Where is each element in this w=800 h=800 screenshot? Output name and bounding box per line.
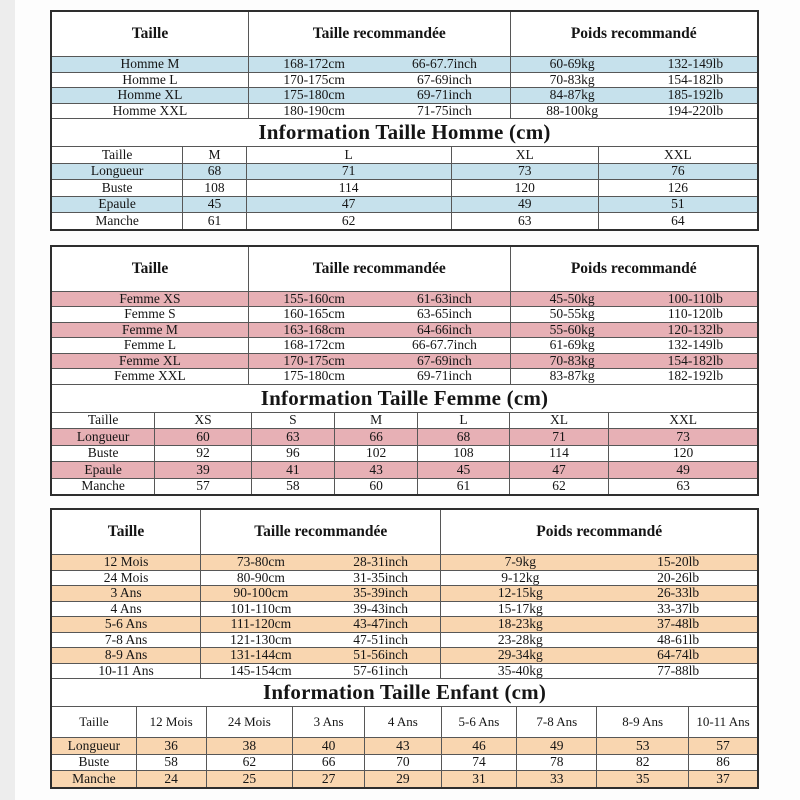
info-column-header: 7-8 Ans <box>516 707 596 737</box>
info-value: 86 <box>688 755 757 771</box>
info-row-manche <box>52 212 757 229</box>
info-value: 63 <box>251 429 334 445</box>
men-size-section <box>50 10 759 231</box>
weight-kg-value: 55-60kg <box>549 322 595 337</box>
section-title: Information Taille Enfant (cm) <box>262 680 547 704</box>
height-cm-value: 168-172cm <box>283 338 345 353</box>
size-row <box>52 103 757 119</box>
info-value: 61 <box>182 213 245 229</box>
column-header-recommended-size-col: Taille recommandée <box>248 247 510 291</box>
recommended-header-row <box>52 247 757 291</box>
weight-cell <box>510 323 757 338</box>
info-value: 82 <box>596 755 688 771</box>
height-inch-value: 61-63inch <box>417 291 472 306</box>
column-header-size-col: Taille <box>131 259 169 277</box>
weight-cell <box>510 57 757 72</box>
info-row-buste <box>52 445 757 462</box>
info-value: 38 <box>206 738 293 754</box>
info-header-row <box>52 706 757 737</box>
weight-lb-value: 154-182lb <box>667 72 724 87</box>
size-row <box>52 647 757 663</box>
size-row <box>52 72 757 88</box>
page-edge <box>0 0 15 800</box>
info-value: 29 <box>364 771 441 787</box>
info-row-label: Longueur <box>90 163 144 179</box>
kids-size-section <box>50 508 759 789</box>
weight-lb-value: 132-149lb <box>667 57 724 72</box>
info-value: 37 <box>688 771 757 787</box>
weight-kg-value: 35-40kg <box>497 663 543 678</box>
size-label: 10-11 Ans <box>98 663 154 678</box>
weight-lb-value: 194-220lb <box>667 103 724 118</box>
info-header-row <box>52 412 757 429</box>
info-row-label: Longueur <box>76 429 130 444</box>
info-column-header: M <box>334 413 417 429</box>
size-row <box>52 353 757 369</box>
height-cm-value: 170-175cm <box>283 72 345 87</box>
weight-kg-value: 7-9kg <box>504 555 537 570</box>
info-column-header: Taille <box>79 714 109 729</box>
info-column-header: 8-9 Ans <box>596 707 688 737</box>
info-column-header: 4 Ans <box>364 707 441 737</box>
info-column-header: M <box>182 147 245 163</box>
weight-kg-value: 88-100kg <box>546 103 599 118</box>
weight-lb-value: 20-26lb <box>657 570 700 585</box>
weight-kg-value: 61-69kg <box>549 338 595 353</box>
women-size-section <box>50 245 759 497</box>
info-value: 60 <box>154 429 251 445</box>
info-column-header: L <box>417 413 509 429</box>
info-row-buste <box>52 754 757 771</box>
info-value: 39 <box>154 462 251 478</box>
weight-kg-value: 12-15kg <box>497 586 543 601</box>
height-cm-value: 131-144cm <box>230 648 292 663</box>
info-row-label: Manche <box>72 771 116 786</box>
height-inch-value: 35-39inch <box>353 586 408 601</box>
height-cm-value: 160-165cm <box>283 307 345 322</box>
weight-lb-value: 48-61lb <box>657 632 700 647</box>
height-cm-value: 145-154cm <box>230 663 292 678</box>
size-row <box>52 368 757 384</box>
info-column-header: 5-6 Ans <box>441 707 516 737</box>
weight-lb-value: 120-132lb <box>667 322 724 337</box>
info-value: 31 <box>441 771 516 787</box>
height-cell <box>248 323 510 338</box>
info-value: 108 <box>417 446 509 462</box>
size-label: Femme L <box>123 338 177 353</box>
info-column-header: Taille <box>87 412 119 428</box>
height-cell <box>200 602 440 617</box>
weight-cell <box>510 292 757 307</box>
weight-cell <box>440 555 757 570</box>
info-value: 49 <box>516 738 596 754</box>
info-value: 114 <box>509 446 608 462</box>
info-value: 62 <box>206 755 293 771</box>
weight-kg-value: 18-23kg <box>497 617 543 632</box>
info-column-header: XL <box>451 147 598 163</box>
column-header-recommended-weight-col: Poids recommandé <box>440 510 757 554</box>
weight-lb-value: 15-20lb <box>657 555 700 570</box>
info-value: 45 <box>182 197 245 213</box>
info-row-label: Epaule <box>84 462 122 477</box>
size-label: 8-9 Ans <box>104 648 148 663</box>
weight-cell <box>440 664 757 679</box>
size-label: Homme M <box>120 57 180 72</box>
height-cm-value: 163-168cm <box>283 322 345 337</box>
info-value: 68 <box>182 164 245 180</box>
info-value: 27 <box>292 771 364 787</box>
info-row-label: Longueur <box>67 738 121 753</box>
weight-lb-value: 185-192lb <box>667 88 724 103</box>
height-inch-value: 28-31inch <box>353 555 408 570</box>
size-row <box>52 616 757 632</box>
weight-lb-value: 33-37lb <box>657 601 700 616</box>
recommended-header-row <box>52 12 757 56</box>
height-cell <box>248 354 510 369</box>
weight-cell <box>440 602 757 617</box>
height-cell <box>248 307 510 322</box>
info-value: 43 <box>364 738 441 754</box>
section-title: Information Taille Homme (cm) <box>258 120 551 144</box>
info-value: 40 <box>292 738 364 754</box>
info-value: 73 <box>608 429 757 445</box>
height-cell <box>248 57 510 72</box>
section-title-row <box>52 678 757 706</box>
column-header-size-col: Taille <box>107 523 145 540</box>
size-label: 24 Mois <box>103 570 149 585</box>
info-value: 120 <box>451 180 598 196</box>
height-inch-value: 39-43inch <box>353 601 408 616</box>
info-row-longueur <box>52 737 757 754</box>
weight-cell <box>510 354 757 369</box>
info-value: 57 <box>688 738 757 754</box>
info-value: 62 <box>246 213 451 229</box>
height-cell <box>248 104 510 119</box>
weight-kg-value: 83-87kg <box>549 369 595 384</box>
weight-lb-value: 77-88lb <box>657 663 700 678</box>
info-value: 66 <box>292 755 364 771</box>
size-row <box>52 306 757 322</box>
size-row <box>52 663 757 679</box>
size-label: Femme XL <box>119 353 181 368</box>
info-value: 73 <box>451 164 598 180</box>
weight-cell <box>440 633 757 648</box>
height-inch-value: 69-71inch <box>417 369 472 384</box>
weight-cell <box>440 571 757 586</box>
info-row-label: Buste <box>101 180 133 195</box>
info-row-manche <box>52 770 757 787</box>
weight-cell <box>510 307 757 322</box>
weight-cell <box>510 369 757 384</box>
info-column-header: 12 Mois <box>136 707 206 737</box>
size-label: Femme S <box>124 307 176 322</box>
height-cm-value: 180-190cm <box>283 103 345 118</box>
height-cm-value: 175-180cm <box>283 88 345 103</box>
info-value: 96 <box>251 446 334 462</box>
weight-cell <box>440 617 757 632</box>
info-row-label: Buste <box>78 754 110 770</box>
height-cm-value: 90-100cm <box>233 586 289 601</box>
info-column-header: 10-11 Ans <box>688 707 757 737</box>
weight-kg-value: 23-28kg <box>497 632 543 647</box>
size-row <box>52 291 757 307</box>
weight-lb-value: 154-182lb <box>667 353 724 368</box>
height-inch-value: 66-67.7inch <box>411 57 477 72</box>
info-value: 35 <box>596 771 688 787</box>
info-row-label: Manche <box>95 213 139 228</box>
info-column-header: Taille <box>101 147 133 162</box>
info-value: 76 <box>598 164 757 180</box>
height-inch-value: 69-71inch <box>417 88 472 103</box>
weight-kg-value: 70-83kg <box>549 72 595 87</box>
info-value: 70 <box>364 755 441 771</box>
info-value: 46 <box>441 738 516 754</box>
size-row <box>52 337 757 353</box>
column-header-recommended-size-col: Taille recommandée <box>200 510 440 554</box>
info-value: 63 <box>608 479 757 495</box>
height-cell <box>248 88 510 103</box>
info-value: 58 <box>251 479 334 495</box>
weight-lb-value: 110-120lb <box>667 307 723 322</box>
info-value: 63 <box>451 213 598 229</box>
info-value: 36 <box>136 738 206 754</box>
info-value: 126 <box>598 180 757 196</box>
info-row-label: Manche <box>81 478 125 494</box>
height-cell <box>200 571 440 586</box>
weight-lb-value: 132-149lb <box>667 338 724 353</box>
height-inch-value: 64-66inch <box>417 322 472 337</box>
weight-lb-value: 182-192lb <box>667 369 724 384</box>
info-value: 120 <box>608 446 757 462</box>
info-value: 71 <box>246 164 451 180</box>
height-inch-value: 51-56inch <box>353 648 408 663</box>
size-label: 3 Ans <box>110 586 142 601</box>
info-value: 102 <box>334 446 417 462</box>
info-value: 47 <box>509 462 608 478</box>
height-inch-value: 43-47inch <box>353 617 408 632</box>
size-row <box>52 585 757 601</box>
weight-cell <box>510 88 757 103</box>
info-value: 58 <box>136 755 206 771</box>
weight-kg-value: 60-69kg <box>549 57 595 72</box>
info-column-header: L <box>246 147 451 163</box>
height-cm-value: 168-172cm <box>283 57 345 72</box>
weight-cell <box>510 104 757 119</box>
size-chart-document <box>50 10 759 789</box>
size-row <box>52 87 757 103</box>
info-value: 33 <box>516 771 596 787</box>
size-row <box>52 56 757 72</box>
height-inch-value: 31-35inch <box>353 570 408 585</box>
info-row-buste <box>52 179 757 196</box>
height-inch-value: 67-69inch <box>417 72 472 87</box>
section-title: Information Taille Femme (cm) <box>260 385 549 410</box>
size-row <box>52 632 757 648</box>
info-row-label: Buste <box>87 445 119 461</box>
info-value: 108 <box>182 180 245 196</box>
info-value: 43 <box>334 462 417 478</box>
weight-kg-value: 50-55kg <box>549 307 595 322</box>
weight-cell <box>440 648 757 663</box>
info-row-epaule <box>52 196 757 213</box>
info-value: 47 <box>246 197 451 213</box>
height-cm-value: 73-80cm <box>236 555 285 570</box>
height-cell <box>248 73 510 88</box>
info-value: 25 <box>206 771 293 787</box>
size-label: 5-6 Ans <box>104 617 148 632</box>
weight-lb-value: 26-33lb <box>657 586 700 601</box>
info-row-epaule <box>52 461 757 478</box>
height-inch-value: 71-75inch <box>417 103 472 118</box>
size-label: Femme XXL <box>114 369 186 384</box>
info-value: 64 <box>598 213 757 229</box>
info-value: 57 <box>154 479 251 495</box>
weight-kg-value: 29-34kg <box>497 648 543 663</box>
height-cm-value: 101-110cm <box>230 601 292 616</box>
info-value: 60 <box>334 479 417 495</box>
info-value: 62 <box>509 479 608 495</box>
info-column-header: XXL <box>598 147 757 163</box>
size-label: Femme M <box>122 322 178 337</box>
info-value: 92 <box>154 446 251 462</box>
info-value: 78 <box>516 755 596 771</box>
info-value: 45 <box>417 462 509 478</box>
height-cell <box>200 633 440 648</box>
height-cell <box>248 292 510 307</box>
info-column-header: 24 Mois <box>206 707 293 737</box>
height-inch-value: 63-65inch <box>417 307 472 322</box>
size-row <box>52 601 757 617</box>
height-inch-value: 66-67.7inch <box>411 338 477 353</box>
column-header-size-col: Taille <box>131 25 169 42</box>
info-value: 53 <box>596 738 688 754</box>
height-cm-value: 111-120cm <box>230 617 292 632</box>
weight-kg-value: 15-17kg <box>497 601 543 616</box>
size-label: 12 Mois <box>103 555 149 570</box>
height-cell <box>200 648 440 663</box>
weight-kg-value: 84-87kg <box>549 88 595 103</box>
size-label: 4 Ans <box>110 601 142 616</box>
height-cm-value: 121-130cm <box>230 632 292 647</box>
weight-lb-value: 37-48lb <box>657 617 700 632</box>
info-value: 114 <box>246 180 451 196</box>
weight-cell <box>510 338 757 353</box>
info-column-header: XS <box>154 413 251 429</box>
size-row <box>52 554 757 570</box>
section-title-row <box>52 384 757 412</box>
info-value: 41 <box>251 462 334 478</box>
column-header-recommended-weight-col: Poids recommandé <box>510 12 757 56</box>
info-value: 66 <box>334 429 417 445</box>
size-label: 7-8 Ans <box>104 632 148 647</box>
size-label: Homme XL <box>117 88 183 103</box>
info-value: 61 <box>417 479 509 495</box>
height-cell <box>200 586 440 601</box>
size-row <box>52 570 757 586</box>
info-value: 74 <box>441 755 516 771</box>
height-cell <box>200 555 440 570</box>
info-value: 49 <box>451 197 598 213</box>
weight-cell <box>440 586 757 601</box>
info-column-header: S <box>251 413 334 429</box>
column-header-recommended-weight-col: Poids recommandé <box>510 247 757 291</box>
height-cell <box>248 369 510 384</box>
info-column-header: 3 Ans <box>292 707 364 737</box>
height-cm-value: 175-180cm <box>283 369 345 384</box>
height-inch-value: 57-61inch <box>353 663 408 678</box>
info-column-header: XXL <box>608 413 757 429</box>
weight-kg-value: 9-12kg <box>501 570 540 585</box>
height-cell <box>248 338 510 353</box>
info-column-header: XL <box>509 413 608 429</box>
column-header-recommended-size-col: Taille recommandée <box>248 12 510 56</box>
height-cell <box>200 617 440 632</box>
info-value: 51 <box>598 197 757 213</box>
info-value: 68 <box>417 429 509 445</box>
height-cm-value: 170-175cm <box>283 353 345 368</box>
info-value: 24 <box>136 771 206 787</box>
weight-kg-value: 70-83kg <box>549 353 595 368</box>
height-inch-value: 47-51inch <box>353 632 408 647</box>
weight-lb-value: 64-74lb <box>657 648 700 663</box>
height-cell <box>200 664 440 679</box>
size-label: Homme XXL <box>112 103 188 118</box>
info-row-label: Epaule <box>98 196 136 212</box>
weight-kg-value: 45-50kg <box>549 291 595 306</box>
size-label: Homme L <box>122 72 178 87</box>
info-row-longueur <box>52 428 757 445</box>
section-title-row <box>52 118 757 146</box>
size-row <box>52 322 757 338</box>
height-cm-value: 155-160cm <box>283 291 345 306</box>
weight-cell <box>510 73 757 88</box>
info-header-row <box>52 146 757 163</box>
info-value: 49 <box>608 462 757 478</box>
height-inch-value: 67-69inch <box>417 353 472 368</box>
weight-lb-value: 100-110lb <box>667 291 723 306</box>
info-row-longueur <box>52 163 757 180</box>
size-label: Femme XS <box>119 291 181 306</box>
info-row-manche <box>52 478 757 495</box>
height-cm-value: 80-90cm <box>236 570 285 585</box>
info-value: 71 <box>509 429 608 445</box>
recommended-header-row <box>52 510 757 554</box>
